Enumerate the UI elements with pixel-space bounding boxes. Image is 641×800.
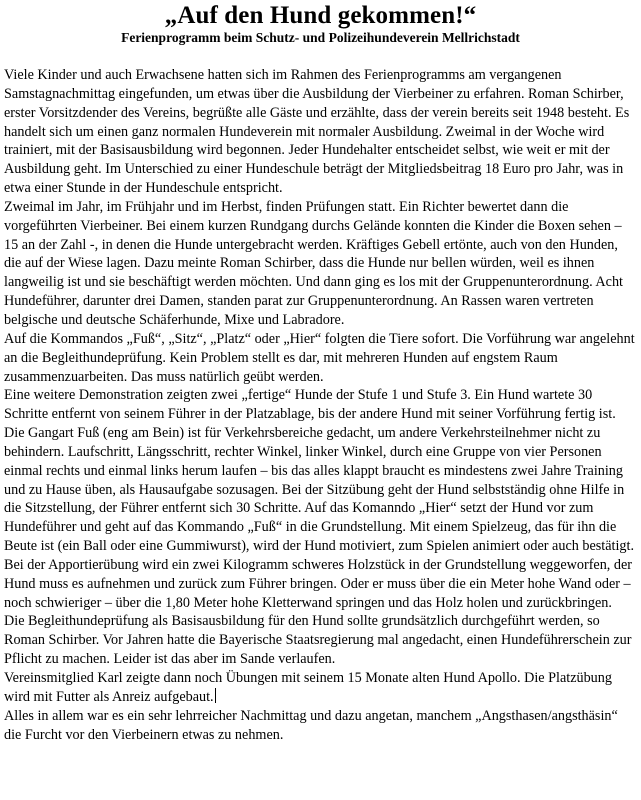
paragraph-commands: Auf die Kommandos „Fuß“, „Sitz“, „Platz“ oder „Hier“ folgten die Tiere sofort. Die Vorführung war angelehnt an die Begleithundeprüfung. Kein Problem stellt es dar, mit mehreren Hunden auf engstem Raum zusammenzuarbeiten. Das muss natürlich geübt werden.	[4, 330, 635, 385]
paragraph-demonstration: Eine weitere Demonstration zeigten zwei „fertige“ Hunde der Stufe 1 und Stufe 3. Ein Hund wartete 30 Schritte entfernt von seinem Führer in der Platzablage, bis der andere Hund mit seiner Vorführung fertig ist. Die Gangart Fuß (eng am Bein) ist für Verkehrsbereiche gedacht, um andere Verkehrsteilnehmer nicht zu behindern. Laufschritt, Längsschritt, rechter Winkel, linker Winkel, durch eine Gruppe von vier Personen einmal rechts und einmal links herum laufen – bis das alles klappt braucht es mindestens zwei Jahre Training und zu Hause üben, als Hausaufgabe sozusagen. Bei der Sitzübung geht der Hund selbstständig ohne Hilfe in die Sitzstellung, der Führer entfernt sich 30 Schritte. Auf das Komanndo „Hier“ setzt der Hund vor zum Hundeführer und geht auf das Kommando „Fuß“ in die Grundstellung. Mit einem Spielzeug, das für ihn die Beute ist (ein Ball oder eine Gummiwurst), wird der Hund motiviert, zum Spielen animiert oder auch bestätigt. Bei der Apportierübung wird ein zwei Kilogramm schweres Holzstück in der Grundstellung weggeworfen, der Hund muss es aufnehmen und zurück zum Führer bringen. Oder er muss über die ein Meter hohe Wand oder – noch schwieriger – über die 1,80 Meter hohe Kletterwand springen und das Holz holen und zurückbringen.	[4, 387, 635, 611]
paragraph-basic-training: Die Begleithundeprüfung als Basisausbildung für den Hund sollte grundsätzlich durchgeführt werden, so Roman Schirber. Vor Jahren hatte die Bayerische Staatsregierung mal angedacht, einen Hundeführerschein zur Pflicht zu machen. Leider ist das aber im Sande verlaufen.	[4, 613, 632, 668]
header-spacer	[4, 46, 637, 66]
paragraph-karl-apollo-text: Vereinsmitglied Karl zeigte dann noch Übungen mit seinem 15 Monate alten Hund Apollo. Die Platzübung wird mit Futter als Anreiz aufgebaut.	[4, 670, 612, 705]
paragraph-exams: Zweimal im Jahr, im Frühjahr und im Herbst, finden Prüfungen statt. Ein Richter bewertet dann die vorgeführten Vierbeiner. Bei einem kurzen Rundgang durchs Gelände konnten die Kinder die Boxen sehen – 15 an der Zahl -, in denen die Hunde untergebracht werden. Kräftiges Gebell ertönte, auch von den Hunden, die auf der Wiese lagen. Dazu meinte Roman Schirber, dass die Hunde nur bellen würden, weil es ihnen langweilig ist und sie beschäftigt werden möchten. Und dann ging es los mit der Gruppenunterordnung. Acht Hundeführer, darunter drei Damen, standen parat zur Gruppenunterordnung. An Rassen waren vertreten belgische und deutsche Schäferhunde, Mixe und Labradore.	[4, 198, 623, 328]
paragraph-conclusion: Alles in allem war es ein sehr lehrreicher Nachmittag und dazu angetan, manchem „Angsthasen/angsthäsin“ die Furcht vor den Vierbeinern etwas zu nehmen.	[4, 707, 618, 743]
article-title: „Auf den Hund gekommen!“	[164, 2, 477, 29]
article-subtitle: Ferienprogramm beim Schutz- und Polizeihundeverein Mellrichstadt	[121, 30, 520, 45]
paragraph-karl-apollo	[4, 669, 637, 707]
text-cursor	[215, 688, 216, 703]
article-body[interactable]	[4, 66, 637, 744]
paragraph-intro: Viele Kinder und auch Erwachsene hatten sich im Rahmen des Ferienprogramms am vergangenen Samstagnachmittag eingefunden, um etwas über die Ausbildung der Vierbeiner zu erfahren. Roman Schirber, erster Vorsitzdender des Vereins, begrüßte alle Gäste und erzählte, dass der verein bereits seit 1948 besteht. Es handelt sich um einen ganz normalen Hundeverein mit normaler Ausbildung. Zweimal in der Woche wird trainiert, mit der Basisausbildung wird begonnen. Jeder Hundehalter entscheidet selbst, wie weit er mit der Ausbildung geht. Im Unterschied zu einer Hundeschule beträgt der Mitgliedsbeitrag 18 Euro pro Jahr, was in etwa einer Stunde in der Hundeschule entspricht.	[4, 67, 630, 197]
